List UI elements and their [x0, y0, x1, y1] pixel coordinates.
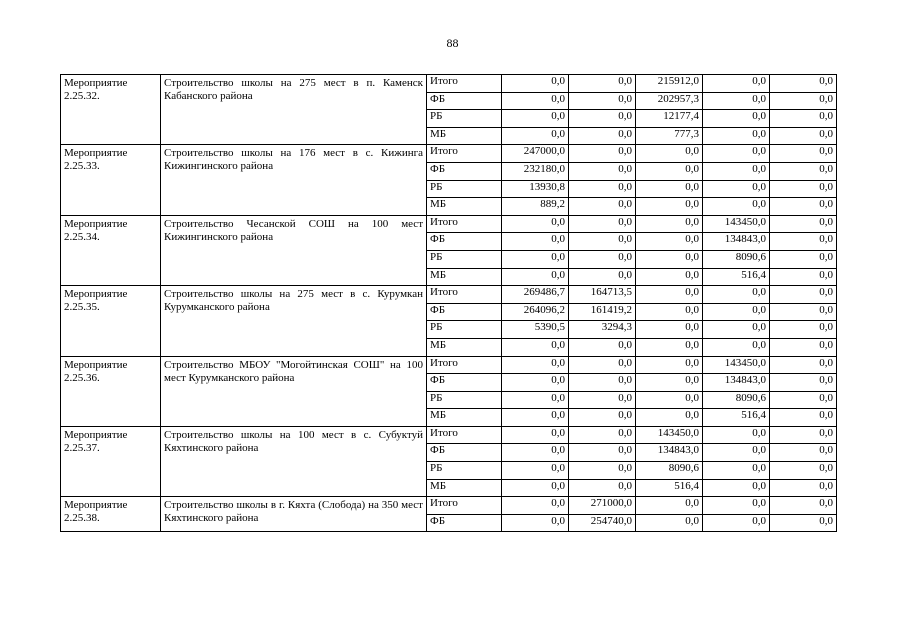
- amount-cell: 0,0: [502, 356, 569, 374]
- table-row: [61, 356, 837, 374]
- amount-cell: 0,0: [636, 338, 703, 356]
- budget-table: [60, 74, 837, 532]
- amount-cell: 0,0: [770, 75, 837, 93]
- amount-cell: 0,0: [770, 110, 837, 128]
- amount-cell: 0,0: [770, 162, 837, 180]
- funding-source-cell: Итого: [427, 286, 502, 304]
- amount-cell: 0,0: [502, 215, 569, 233]
- amount-cell: 0,0: [703, 479, 770, 497]
- amount-cell: 164713,5: [569, 286, 636, 304]
- amount-cell: 0,0: [569, 127, 636, 145]
- amount-cell: 0,0: [502, 127, 569, 145]
- amount-cell: 0,0: [502, 409, 569, 427]
- amount-cell: 0,0: [770, 462, 837, 480]
- table-row: [61, 497, 837, 515]
- amount-cell: 0,0: [636, 409, 703, 427]
- amount-cell: 8090,6: [703, 250, 770, 268]
- event-name-cell: Строительство школы на 275 мест в п. Каменск Кабанского района: [161, 75, 427, 145]
- funding-source-cell: ФБ: [427, 233, 502, 251]
- amount-cell: 0,0: [770, 215, 837, 233]
- amount-cell: 264096,2: [502, 303, 569, 321]
- amount-cell: 0,0: [502, 514, 569, 532]
- amount-cell: 0,0: [569, 374, 636, 392]
- event-code-cell: Мероприятие 2.25.34.: [61, 215, 161, 285]
- amount-cell: 0,0: [703, 198, 770, 216]
- amount-cell: 0,0: [569, 462, 636, 480]
- event-name-cell: Строительство школы на 176 мест в с. Кижинга Кижингинского района: [161, 145, 427, 215]
- amount-cell: 0,0: [502, 268, 569, 286]
- event-name-cell: Строительство МБОУ "Могойтинская СОШ" на 100 мест Курумканского района: [161, 356, 427, 426]
- funding-source-cell: Итого: [427, 356, 502, 374]
- funding-source-cell: РБ: [427, 462, 502, 480]
- amount-cell: 0,0: [502, 75, 569, 93]
- amount-cell: 0,0: [703, 162, 770, 180]
- amount-cell: 232180,0: [502, 162, 569, 180]
- amount-cell: 0,0: [636, 268, 703, 286]
- amount-cell: 0,0: [703, 127, 770, 145]
- amount-cell: 0,0: [569, 391, 636, 409]
- amount-cell: 0,0: [502, 444, 569, 462]
- funding-source-cell: МБ: [427, 479, 502, 497]
- amount-cell: 0,0: [636, 162, 703, 180]
- amount-cell: 516,4: [703, 409, 770, 427]
- amount-cell: 0,0: [502, 426, 569, 444]
- funding-source-cell: Итого: [427, 497, 502, 515]
- amount-cell: 0,0: [636, 180, 703, 198]
- amount-cell: 0,0: [569, 215, 636, 233]
- event-code-cell: Мероприятие 2.25.36.: [61, 356, 161, 426]
- amount-cell: 0,0: [770, 391, 837, 409]
- amount-cell: 0,0: [770, 444, 837, 462]
- amount-cell: 889,2: [502, 198, 569, 216]
- amount-cell: 0,0: [703, 426, 770, 444]
- event-name-cell: Строительство школы в г. Кяхта (Слобода) на 350 мест Кяхтинского района: [161, 497, 427, 532]
- amount-cell: 0,0: [569, 338, 636, 356]
- funding-source-cell: МБ: [427, 338, 502, 356]
- amount-cell: 269486,7: [502, 286, 569, 304]
- funding-source-cell: РБ: [427, 321, 502, 339]
- amount-cell: 0,0: [703, 497, 770, 515]
- amount-cell: 0,0: [770, 514, 837, 532]
- amount-cell: 0,0: [502, 110, 569, 128]
- amount-cell: 0,0: [569, 110, 636, 128]
- funding-source-cell: Итого: [427, 75, 502, 93]
- table-row: [61, 286, 837, 304]
- event-name-cell: Строительство Чесанской СОШ на 100 мест Кижингинского района: [161, 215, 427, 285]
- amount-cell: 134843,0: [636, 444, 703, 462]
- amount-cell: 0,0: [770, 250, 837, 268]
- amount-cell: 0,0: [502, 497, 569, 515]
- amount-cell: 0,0: [636, 303, 703, 321]
- amount-cell: 0,0: [770, 268, 837, 286]
- event-code-cell: Мероприятие 2.25.33.: [61, 145, 161, 215]
- amount-cell: 0,0: [770, 409, 837, 427]
- funding-source-cell: Итого: [427, 215, 502, 233]
- amount-cell: 0,0: [502, 374, 569, 392]
- amount-cell: 0,0: [703, 110, 770, 128]
- amount-cell: 0,0: [703, 444, 770, 462]
- amount-cell: 0,0: [636, 374, 703, 392]
- table-row: [61, 75, 837, 93]
- funding-source-cell: РБ: [427, 250, 502, 268]
- amount-cell: 0,0: [770, 145, 837, 163]
- amount-cell: 0,0: [569, 145, 636, 163]
- amount-cell: 0,0: [770, 303, 837, 321]
- amount-cell: 0,0: [569, 250, 636, 268]
- amount-cell: 0,0: [770, 321, 837, 339]
- page-number: 88: [446, 36, 459, 50]
- funding-source-cell: МБ: [427, 127, 502, 145]
- amount-cell: 161419,2: [569, 303, 636, 321]
- funding-source-cell: РБ: [427, 391, 502, 409]
- funding-source-cell: МБ: [427, 198, 502, 216]
- amount-cell: 0,0: [569, 479, 636, 497]
- amount-cell: 215912,0: [636, 75, 703, 93]
- amount-cell: 202957,3: [636, 92, 703, 110]
- funding-source-cell: ФБ: [427, 374, 502, 392]
- funding-source-cell: РБ: [427, 180, 502, 198]
- amount-cell: 0,0: [502, 233, 569, 251]
- amount-cell: 0,0: [703, 514, 770, 532]
- amount-cell: 143450,0: [703, 215, 770, 233]
- amount-cell: 0,0: [636, 215, 703, 233]
- amount-cell: 0,0: [569, 198, 636, 216]
- amount-cell: 0,0: [569, 426, 636, 444]
- amount-cell: 134843,0: [703, 233, 770, 251]
- funding-source-cell: РБ: [427, 110, 502, 128]
- funding-source-cell: ФБ: [427, 444, 502, 462]
- amount-cell: 8090,6: [703, 391, 770, 409]
- table-row: [61, 145, 837, 163]
- amount-cell: 12177,4: [636, 110, 703, 128]
- amount-cell: 0,0: [569, 233, 636, 251]
- amount-cell: 0,0: [770, 497, 837, 515]
- amount-cell: 0,0: [569, 268, 636, 286]
- amount-cell: 0,0: [703, 145, 770, 163]
- event-name-cell: Строительство школы на 100 мест в с. Субуктуй Кяхтинского района: [161, 426, 427, 496]
- amount-cell: 0,0: [703, 286, 770, 304]
- amount-cell: 0,0: [770, 479, 837, 497]
- amount-cell: 0,0: [636, 198, 703, 216]
- amount-cell: 0,0: [703, 303, 770, 321]
- amount-cell: 13930,8: [502, 180, 569, 198]
- amount-cell: 0,0: [770, 374, 837, 392]
- amount-cell: 0,0: [770, 127, 837, 145]
- amount-cell: 0,0: [770, 338, 837, 356]
- funding-source-cell: ФБ: [427, 162, 502, 180]
- event-code-cell: Мероприятие 2.25.37.: [61, 426, 161, 496]
- funding-source-cell: Итого: [427, 426, 502, 444]
- amount-cell: 0,0: [502, 479, 569, 497]
- event-name-cell: Строительство школы на 275 мест в с. Курумкан Курумканского района: [161, 286, 427, 356]
- amount-cell: 516,4: [636, 479, 703, 497]
- amount-cell: 143450,0: [636, 426, 703, 444]
- amount-cell: 0,0: [770, 356, 837, 374]
- event-code-cell: Мероприятие 2.25.35.: [61, 286, 161, 356]
- amount-cell: 0,0: [703, 75, 770, 93]
- amount-cell: 0,0: [636, 356, 703, 374]
- funding-source-cell: Итого: [427, 145, 502, 163]
- table-row: [61, 426, 837, 444]
- amount-cell: 0,0: [770, 198, 837, 216]
- amount-cell: 0,0: [569, 180, 636, 198]
- amount-cell: 777,3: [636, 127, 703, 145]
- amount-cell: 0,0: [636, 497, 703, 515]
- amount-cell: 0,0: [770, 426, 837, 444]
- amount-cell: 247000,0: [502, 145, 569, 163]
- amount-cell: 271000,0: [569, 497, 636, 515]
- amount-cell: 5390,5: [502, 321, 569, 339]
- amount-cell: 0,0: [569, 444, 636, 462]
- amount-cell: 134843,0: [703, 374, 770, 392]
- amount-cell: 0,0: [770, 286, 837, 304]
- amount-cell: 0,0: [703, 92, 770, 110]
- amount-cell: 3294,3: [569, 321, 636, 339]
- amount-cell: 0,0: [569, 409, 636, 427]
- amount-cell: 0,0: [770, 233, 837, 251]
- table-row: [61, 215, 837, 233]
- amount-cell: 8090,6: [636, 462, 703, 480]
- amount-cell: 0,0: [703, 321, 770, 339]
- funding-source-cell: ФБ: [427, 303, 502, 321]
- amount-cell: 0,0: [502, 391, 569, 409]
- amount-cell: 0,0: [703, 338, 770, 356]
- funding-source-cell: ФБ: [427, 92, 502, 110]
- amount-cell: 0,0: [770, 180, 837, 198]
- amount-cell: 0,0: [569, 356, 636, 374]
- funding-source-cell: ФБ: [427, 514, 502, 532]
- event-code-cell: Мероприятие 2.25.38.: [61, 497, 161, 532]
- amount-cell: 0,0: [502, 338, 569, 356]
- amount-cell: 0,0: [636, 321, 703, 339]
- amount-cell: 0,0: [502, 462, 569, 480]
- amount-cell: 0,0: [703, 462, 770, 480]
- amount-cell: 0,0: [502, 92, 569, 110]
- funding-source-cell: МБ: [427, 409, 502, 427]
- amount-cell: 0,0: [569, 75, 636, 93]
- amount-cell: 0,0: [569, 162, 636, 180]
- amount-cell: 516,4: [703, 268, 770, 286]
- amount-cell: 254740,0: [569, 514, 636, 532]
- amount-cell: 0,0: [636, 391, 703, 409]
- amount-cell: 0,0: [636, 286, 703, 304]
- amount-cell: 0,0: [502, 250, 569, 268]
- funding-source-cell: МБ: [427, 268, 502, 286]
- amount-cell: 0,0: [569, 92, 636, 110]
- amount-cell: 0,0: [770, 92, 837, 110]
- amount-cell: 0,0: [636, 250, 703, 268]
- amount-cell: 0,0: [636, 233, 703, 251]
- amount-cell: 0,0: [703, 180, 770, 198]
- amount-cell: 143450,0: [703, 356, 770, 374]
- event-code-cell: Мероприятие 2.25.32.: [61, 75, 161, 145]
- amount-cell: 0,0: [636, 514, 703, 532]
- amount-cell: 0,0: [636, 145, 703, 163]
